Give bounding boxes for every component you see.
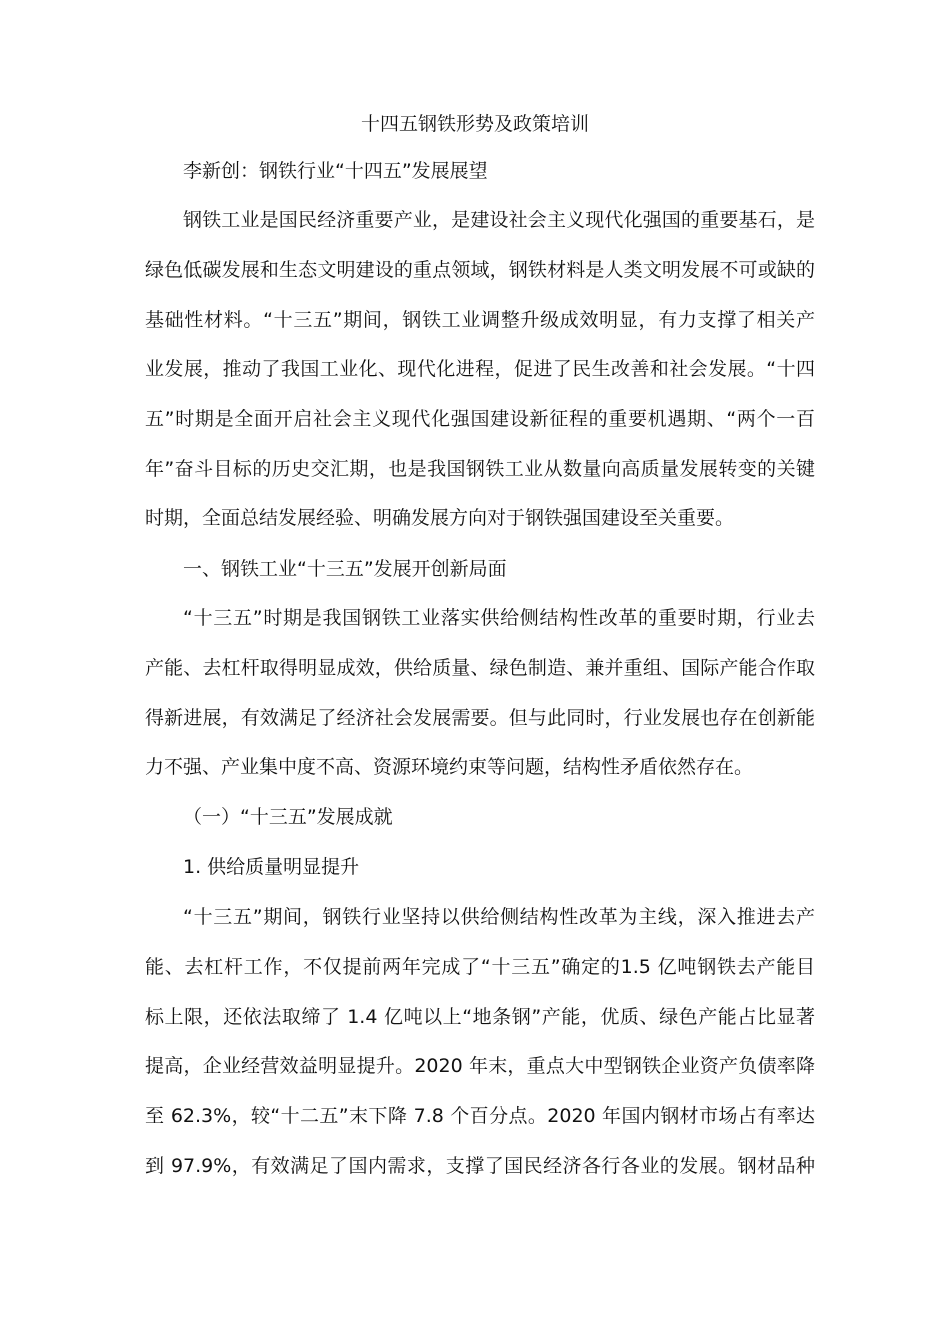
paragraph-line: 至 62.3%，较“十二五”末下降 7.8 个百分点。2020 年国内钢材市场占有率达: [145, 1105, 815, 1127]
section-heading-2: （一）“十三五”发展成就: [183, 806, 393, 828]
paragraph-line: 标上限，还依法取缔了 1.4 亿吨以上“地条钢”产能，优质、绿色产能占比显著: [145, 1006, 815, 1028]
paragraph-line: 提高，企业经营效益明显提升。2020 年末，重点大中型钢铁企业资产负债率降: [145, 1055, 815, 1077]
paragraph-line: 钢铁工业是国民经济重要产业，是建设社会主义现代化强国的重要基石，是: [183, 209, 815, 231]
paragraph-line: 时期，全面总结发展经验、明确发展方向对于钢铁强国建设至关重要。: [145, 507, 735, 529]
paragraph-line: “十三五”期间，钢铁行业坚持以供给侧结构性改革为主线，深入推进去产: [183, 906, 815, 928]
section-heading-1: 一、钢铁工业“十三五”发展开创新局面: [183, 558, 507, 580]
paragraph-line: 年”奋斗目标的历史交汇期，也是我国钢铁工业从数量向高质量发展转变的关键: [145, 458, 815, 480]
paragraph-line: “十三五”时期是我国钢铁工业落实供给侧结构性改革的重要时期，行业去: [183, 607, 815, 629]
section-heading-3: 1. 供给质量明显提升: [183, 856, 360, 878]
paragraph-line: 绿色低碳发展和生态文明建设的重点领域，钢铁材料是人类文明发展不可或缺的: [145, 259, 815, 281]
paragraph-line: 基础性材料。“十三五”期间，钢铁工业调整升级成效明显，有力支撑了相关产: [145, 309, 815, 331]
paragraph-line: 得新进展，有效满足了经济社会发展需要。但与此同时，行业发展也存在创新能: [145, 707, 815, 729]
paragraph-line: 到 97.9%，有效满足了国内需求，支撑了国民经济各行各业的发展。钢材品种: [145, 1155, 815, 1177]
paragraph-line: 能、去杠杆工作，不仅提前两年完成了“十三五”确定的1.5 亿吨钢铁去产能目: [145, 956, 815, 978]
paragraph-line: 业发展，推动了我国工业化、现代化进程，促进了民生改善和社会发展。“十四: [145, 358, 815, 380]
paragraph-line: 五”时期是全面开启社会主义现代化强国建设新征程的重要机遇期、“两个一百: [145, 408, 815, 430]
document-title: 十四五钢铁形势及政策培训: [360, 113, 589, 135]
paragraph-line: 力不强、产业集中度不高、资源环境约束等问题，结构性矛盾依然存在。: [145, 756, 754, 778]
paragraph-line: 产能、去杠杆取得明显成效，供给质量、绿色制造、兼并重组、国际产能合作取: [145, 657, 815, 679]
byline: 李新创：钢铁行业“十四五”发展展望: [183, 160, 488, 182]
